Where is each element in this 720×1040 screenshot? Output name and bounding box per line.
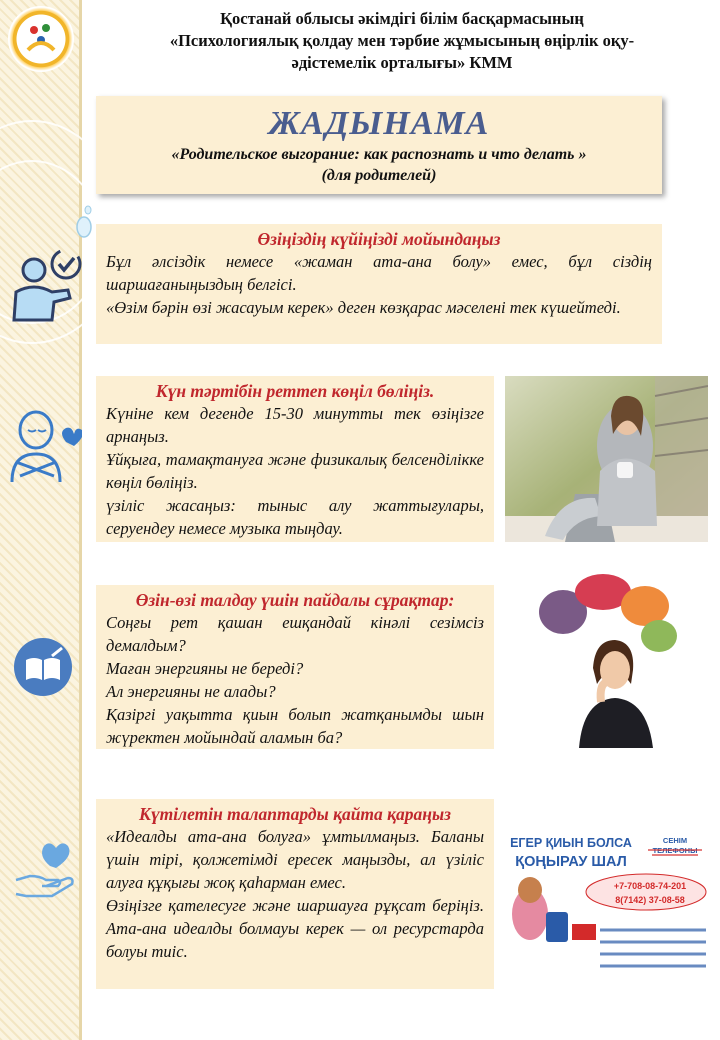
poster-hotline-title: СЕНІМ [662, 836, 688, 845]
document-subtitle: «Родительское выгорание: как распознать и что делать » [171, 146, 587, 163]
hotline-poster [506, 828, 710, 974]
header-line-3: әдістемелік орталығы» КММ [291, 53, 513, 72]
thinking-woman-illustration [533, 572, 685, 748]
section-1-line-1: Бұл әлсіздік немесе «жаман ата-ана болу» емес, бұл сіздің шаршағаныңыздың белгісі. [106, 252, 652, 294]
document-audience: (для родителей) [321, 167, 437, 184]
droplet-icon [74, 205, 94, 239]
section-1-heading: Өзіңіздің күйіңізді мойындаңыз [257, 229, 501, 249]
document-title: ЖАДЫНАМА [268, 105, 490, 142]
section-4-line-2: Өзіңізге қателесуге және шаршауға рұқсат беріңіз. Ата-ана идеалды болмауы керек — ол ресурстарда болуы тиіс. [106, 896, 484, 961]
section-2-line-1: Күніне кем дегенде 15-30 минутты тек өзіңізге арнаңыз. [106, 404, 484, 446]
poster-headline-1: ЕГЕР ҚИЫН БОЛСА [510, 836, 632, 850]
section-3-line-1: Соңғы рет қашан ешқандай кінәлі сезімсіз демалдым? [106, 613, 484, 655]
poster-headline-2: ҚОҢЫРАУ ШАЛ [515, 854, 627, 870]
section-4-heading: Күтілетін талаптарды қайта қараңыз [139, 804, 451, 824]
organization-logo [8, 6, 74, 72]
section-3-box [96, 585, 494, 749]
header-line-2: «Психологиялық қолдау мен тәрбие жұмысының өңірлік оқу- [169, 31, 635, 50]
header-line-1: Қостанай облысы әкімдігі білім басқармасының [220, 9, 584, 28]
poster-phone-1: +7-708-08-74-201 [613, 881, 687, 891]
self-hug-icon [6, 404, 82, 484]
hand-heart-icon [12, 836, 78, 900]
section-3-line-4: Қазіргі уақытта қиын болып жатқанымды шын жүректен мойындай аламын ба? [106, 705, 484, 747]
section-2-heading: Күн тәртібін реттеп көңіл бөліңіз. [155, 381, 435, 401]
person-check-icon [6, 244, 82, 322]
organization-header [92, 8, 712, 74]
title-box [96, 96, 662, 194]
section-2-line-2: Ұйқыға, тамақтануға және физикалық белсенділікке көңіл бөліңіз. [106, 450, 484, 492]
section-4-line-1: «Идеалды ата-ана болуға» ұмтылмаңыз. Баланы үшін тірі, қолжетімді ересек маңызды, ал үзіліс алуға құқығы жоқ қаһарман емес. [106, 827, 484, 892]
section-4-box [96, 799, 494, 989]
section-3-heading: Өзін-өзі талдау үшін пайдалы сұрақтар: [135, 590, 455, 610]
reading-icon [12, 636, 74, 698]
section-1-line-2: «Өзім бәрін өзі жасауым керек» деген көзқарас мәселені тек күшейтеді. [106, 298, 621, 317]
section-2-line-3: үзіліс жасаңыз: тыныс алу жаттығулары, серуендеу немесе музыка тыңдау. [106, 496, 484, 538]
relaxing-woman-photo [505, 376, 708, 542]
poster-phone-2: 8(7142) 37-08-58 [615, 895, 685, 905]
section-3-line-3: Ал энергияны не алады? [106, 682, 276, 701]
section-1-box [96, 224, 662, 344]
section-2-box [96, 376, 494, 542]
section-3-line-2: Маған энергияны не береді? [106, 659, 304, 678]
